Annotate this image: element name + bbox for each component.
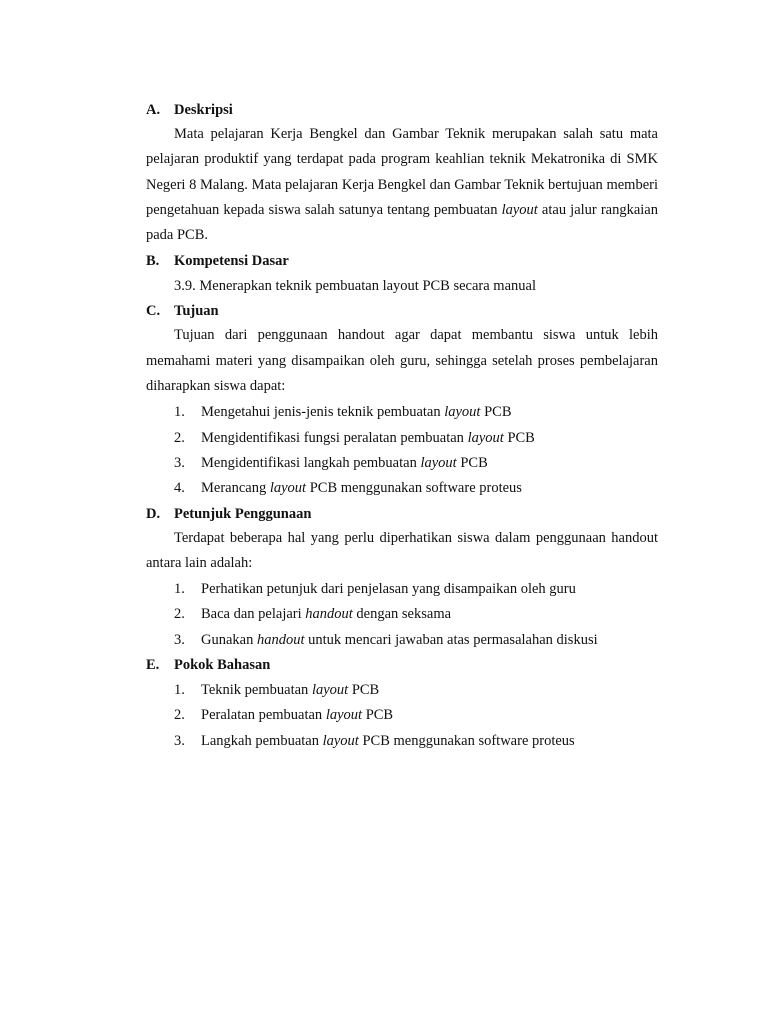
list-text bbox=[201, 630, 598, 650]
list-text-pre: Baca dan pelajari bbox=[201, 606, 306, 623]
section-tujuan bbox=[146, 301, 658, 503]
list-item bbox=[146, 402, 658, 427]
list-text-pre: Mengidentifikasi langkah pembuatan bbox=[201, 454, 421, 471]
section-letter: C. bbox=[146, 303, 161, 320]
list-text bbox=[201, 705, 393, 725]
tujuan-list bbox=[146, 402, 658, 503]
list-item bbox=[146, 579, 658, 604]
pokok-bahasan-list bbox=[146, 680, 658, 756]
list-text-pre: Perhatikan petunjuk dari penjelasan yang disampaikan oleh guru bbox=[201, 581, 576, 598]
section-paragraph: Terdapat beberapa hal yang perlu diperhatikan siswa dalam penggunaan handout antara lain adalah: bbox=[146, 529, 658, 571]
list-text bbox=[201, 579, 576, 599]
list-text-italic: handout bbox=[256, 631, 305, 648]
list-text-post: PCB menggunakan software proteus bbox=[306, 480, 522, 497]
list-item bbox=[146, 453, 658, 478]
list-text-pre: Merancang bbox=[201, 480, 270, 497]
list-text bbox=[201, 453, 488, 473]
list-text-pre: Peralatan pembuatan bbox=[201, 707, 326, 724]
list-text-pre: Gunakan bbox=[201, 631, 257, 648]
section-title: Kompetensi Dasar bbox=[174, 253, 289, 270]
section-paragraph bbox=[146, 122, 658, 248]
list-number: 1. bbox=[174, 404, 185, 421]
section-pokok-bahasan bbox=[146, 655, 658, 756]
list-text-italic: layout bbox=[467, 429, 504, 446]
paragraph-text-end: atau jalur rangkaian pada PCB. bbox=[146, 201, 658, 244]
list-number: 2. bbox=[174, 606, 185, 623]
list-text-pre: Langkah pembuatan bbox=[201, 732, 323, 749]
list-text-post: PCB bbox=[348, 682, 380, 699]
list-text-post: dengan seksama bbox=[352, 606, 452, 623]
list-text-italic: handout bbox=[305, 606, 353, 623]
list-text-pre: Teknik pembuatan bbox=[201, 682, 312, 699]
list-item bbox=[146, 630, 658, 655]
list-text-post: PCB bbox=[456, 454, 488, 471]
section-letter: B. bbox=[146, 253, 160, 270]
section-deskripsi bbox=[146, 100, 658, 251]
list-text-italic: layout bbox=[311, 682, 349, 699]
list-text-italic: layout bbox=[444, 404, 481, 421]
section-letter: A. bbox=[146, 102, 161, 118]
section-letter: D. bbox=[146, 505, 161, 522]
list-number: 2. bbox=[174, 707, 185, 724]
petunjuk-list bbox=[146, 579, 658, 655]
paragraph-text: Mata pelajaran Kerja Bengkel dan Gambar Teknik merupakan salah satu mata pelajaran produktif yang terdapat pada program keahlian teknik Mekatronika di SMK Negeri 8 Malang. Mata pelajaran Kerja Bengkel dan Gambar Teknik bertujuan memberi pengetahuan kepada siswa salah satunya tentang pembuatan bbox=[146, 126, 658, 218]
list-number: 1. bbox=[174, 682, 185, 699]
list-number: 3. bbox=[174, 631, 185, 648]
list-text bbox=[201, 731, 575, 751]
list-text-italic: layout bbox=[325, 707, 363, 724]
list-item bbox=[146, 478, 658, 503]
kompetensi-line: 3.9. Menerapkan teknik pembuatan layout PCB secara manual bbox=[174, 278, 536, 295]
list-number: 1. bbox=[174, 581, 185, 598]
section-kompetensi-dasar bbox=[146, 251, 658, 301]
section-title: Pokok Bahasan bbox=[174, 657, 271, 674]
list-text-italic: layout bbox=[269, 480, 307, 497]
list-text-pre: Mengidentifikasi fungsi peralatan pembuatan bbox=[201, 429, 468, 446]
list-item bbox=[146, 680, 658, 705]
list-item bbox=[146, 705, 658, 730]
section-title: Tujuan bbox=[174, 303, 219, 320]
list-number: 4. bbox=[174, 480, 185, 497]
list-text bbox=[201, 402, 512, 422]
list-text-post: PCB bbox=[362, 707, 394, 724]
section-letter: E. bbox=[146, 657, 160, 674]
section-heading bbox=[146, 655, 658, 680]
list-text-post: PCB menggunakan software proteus bbox=[358, 732, 575, 749]
list-number: 2. bbox=[174, 429, 185, 446]
list-text-post: PCB bbox=[503, 429, 535, 446]
paragraph-italic-term: layout bbox=[501, 201, 538, 218]
list-text bbox=[201, 428, 535, 448]
list-text-italic: layout bbox=[420, 454, 457, 471]
list-item bbox=[146, 731, 658, 756]
list-text bbox=[201, 478, 522, 498]
section-heading bbox=[146, 251, 658, 276]
list-text-italic: layout bbox=[322, 732, 359, 749]
document-content bbox=[146, 100, 658, 756]
list-text bbox=[201, 604, 451, 624]
list-item bbox=[146, 428, 658, 453]
list-text bbox=[201, 680, 379, 700]
list-text-post: untuk mencari jawaban atas permasalahan diskusi bbox=[304, 631, 598, 648]
section-petunjuk-penggunaan bbox=[146, 504, 658, 655]
section-paragraph: Tujuan dari penggunaan handout agar dapat membantu siswa untuk lebih memahami materi yang disampaikan oleh guru, sehingga setelah proses pembelajaran diharapkan siswa dapat: bbox=[146, 327, 658, 395]
list-text-pre: Mengetahui jenis-jenis teknik pembuatan bbox=[201, 404, 445, 421]
list-number: 3. bbox=[174, 732, 185, 749]
section-title: Petunjuk Penggunaan bbox=[174, 505, 312, 522]
list-text-post: PCB bbox=[480, 404, 512, 421]
section-title: Deskripsi bbox=[174, 102, 233, 118]
list-item bbox=[146, 604, 658, 629]
list-number: 3. bbox=[174, 454, 185, 471]
